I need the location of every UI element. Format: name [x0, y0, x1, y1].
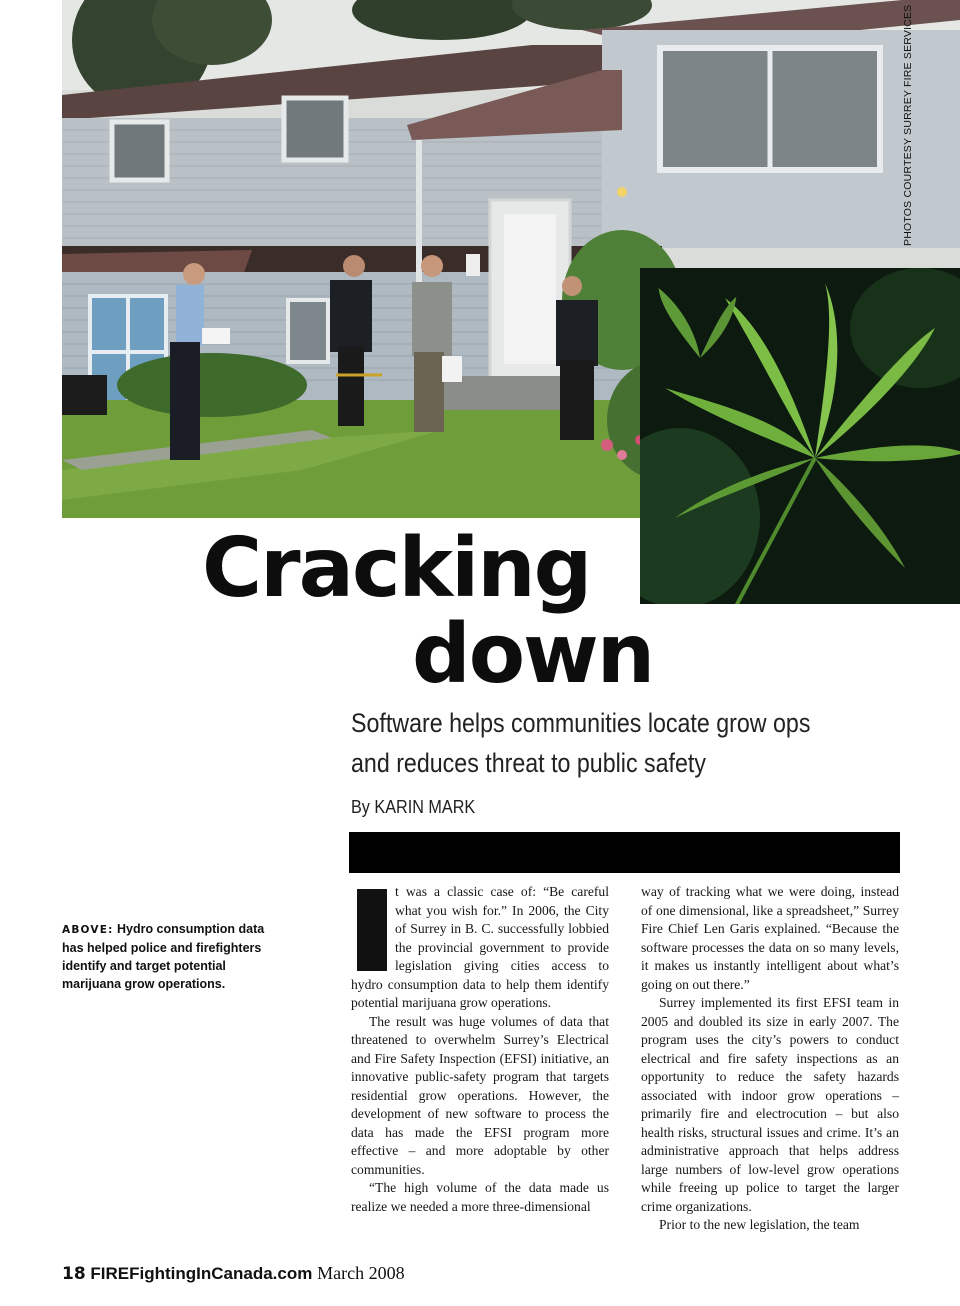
photo-caption: [62, 920, 272, 993]
photo-credit: PHOTOS COURTESY SURREY FIRE SERVICES: [902, 4, 914, 246]
headline-line-1: Cracking: [202, 521, 591, 616]
footer-website: FIREFightingInCanada.com: [90, 1264, 313, 1283]
black-rule-bar: [349, 832, 900, 873]
deck-subtitle: [351, 703, 910, 783]
paragraph: [351, 883, 609, 1013]
paragraph: way of tracking what we were doing, instead of one dimensional, like a spreadsheet,” Surrey Fire Chief Len Garis explained. “Because the software processes the data on so many levels, it makes us instantly intelligent about what’s going on out there.”: [641, 884, 899, 992]
footer-date: March 2008: [317, 1263, 405, 1283]
page-number: 18: [62, 1264, 86, 1284]
paragraph-text: t was a classic case of: “Be careful what you wish for.” In 2006, the City of Surrey in B. C. successfully lobbied the provincial government to provide legislation giving cities access to hydro consumption data to help them identify potential marijuana grow operations.: [351, 884, 609, 1010]
article-column-1: [351, 883, 609, 1216]
caption-lead: ABOVE:: [62, 924, 114, 936]
marijuana-leaf-photo: [640, 268, 960, 604]
headline-line-2: down: [412, 607, 654, 702]
article-column-2: [641, 883, 899, 1235]
caption-text: Hydro consumption data has helped police and firefighters identify and target potential marijuana grow operations.: [62, 922, 265, 991]
page-footer: [62, 1263, 405, 1284]
byline: By KARIN MARK: [351, 797, 476, 817]
paragraph: “The high volume of the data made us realize we needed a more three-dimensional: [351, 1180, 609, 1214]
paragraph: Surrey implemented its first EFSI team in 2005 and doubled its size in early 2007. The program uses the city’s powers to conduct electrical and fire safety inspections as an opportunity to reduce the safety hazards associated with indoor grow operations – primarily fire and electrocution – but also health risks, structural issues and crime. It’s an administrative approach that helps address large numbers of low-level grow operations while freeing up police to target the larger crime organizations.: [641, 995, 899, 1214]
paragraph: The result was huge volumes of data that threatened to overwhelm Surrey’s Electrical and Fire Safety Inspection (EFSI) initiative, an innovative public-safety program that targets residential grow operations. However, the development of new software to process the data has made the EFSI program more effective – and more adoptable by other communities.: [351, 1013, 609, 1177]
deck-line-1: Software helps communities locate grow ops: [351, 708, 811, 738]
drop-cap: [357, 889, 387, 971]
paragraph: Prior to the new legislation, the team: [659, 1217, 860, 1232]
deck-line-2: and reduces threat to public safety: [351, 748, 706, 778]
